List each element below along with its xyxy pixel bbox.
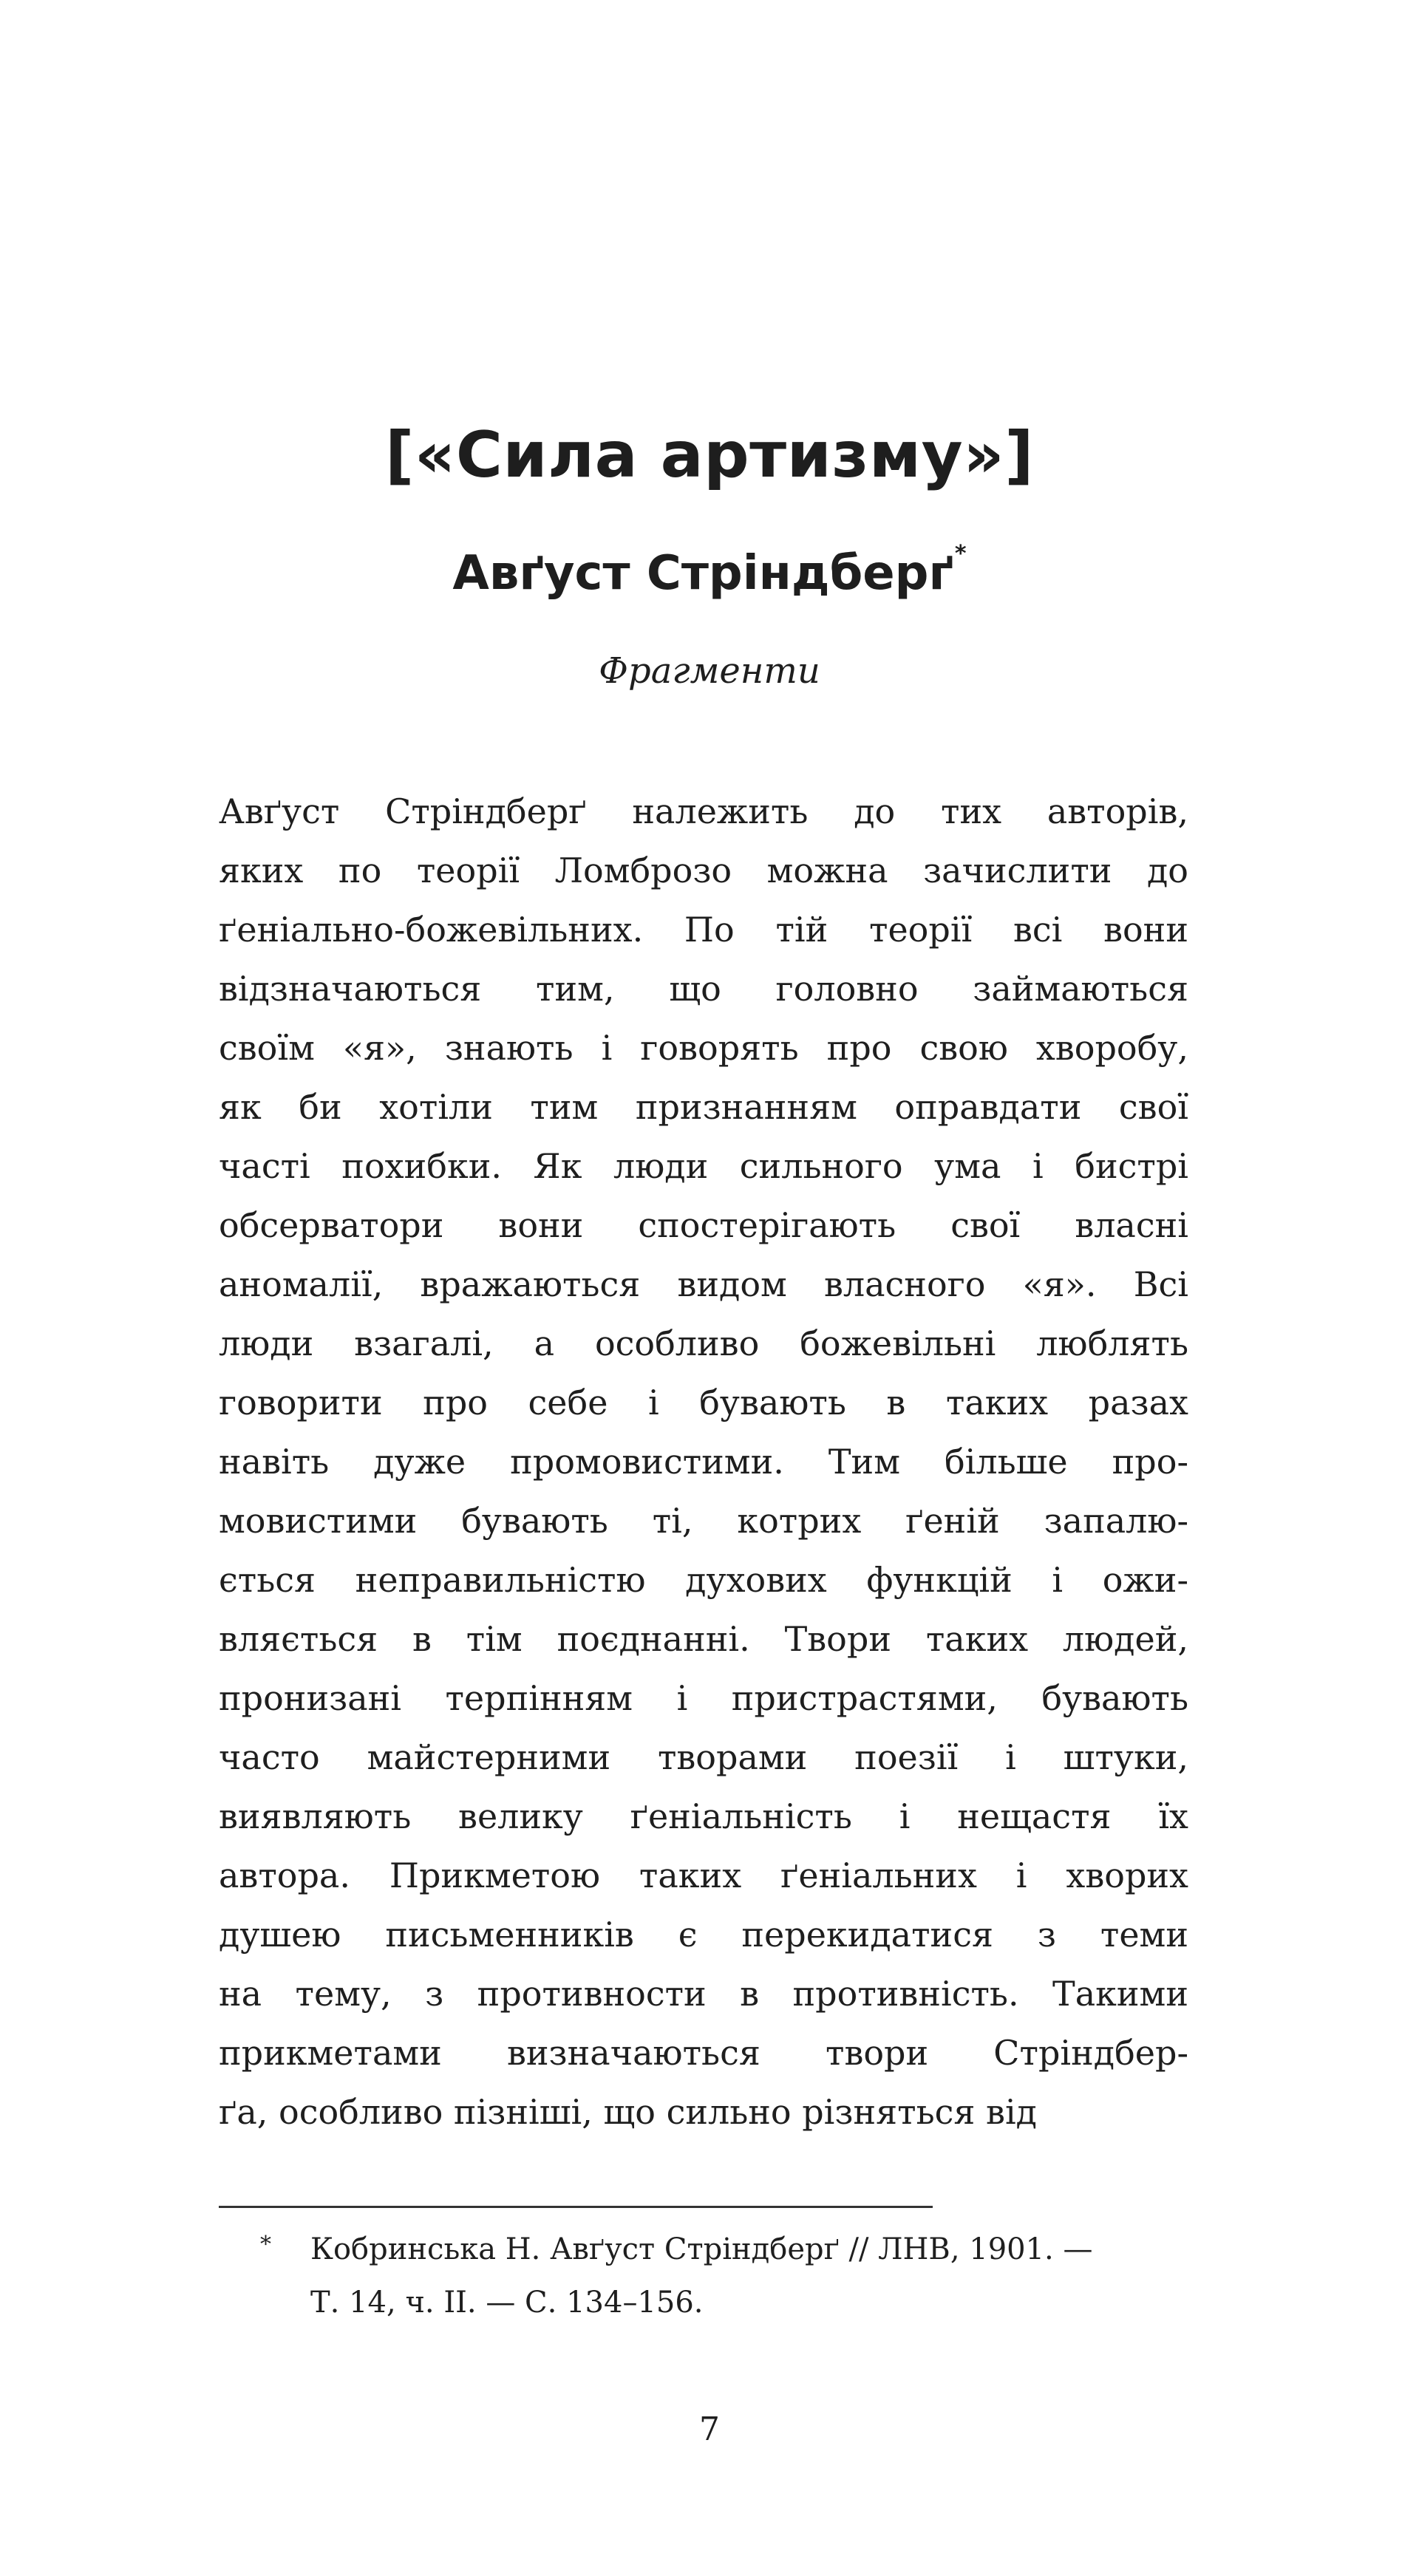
text-line: говорити про себе і бувають в таких разах [219, 1383, 1188, 1422]
text-line: обсерватори вони спостерігають свої власні [219, 1205, 1188, 1245]
author-footnote-marker: * [954, 541, 967, 567]
footnote-line: Т. 14, ч. ІІ. — С. 134–156. [310, 2286, 704, 2320]
text-line: відзначаються тим, що головно займаються [219, 969, 1188, 1009]
text-line: прикметами визначаються твори Стріндбер- [219, 2033, 1188, 2073]
footnote-text [310, 2223, 1188, 2329]
text-line: своїм «я», знають і говорять про свою хворобу, [219, 1028, 1188, 1068]
author-name: Авґуст Стріндберґ [452, 546, 953, 601]
text-line: часто майстерними творами поезії і штуки, [219, 1737, 1188, 1777]
text-line: виявляють велику ґеніальність і нещастя їх [219, 1796, 1188, 1836]
text-line: мовистими бувають ті, котрих ґеній запалю- [219, 1501, 1188, 1541]
body-paragraph [219, 782, 1188, 2141]
footnote [219, 2223, 1188, 2329]
footnote-marker: * [260, 2232, 271, 2258]
text-line: вляється в тім поєднанні. Твори таких людей, [219, 1619, 1188, 1659]
text-line: пронизані терпінням і пристрастями, бувають [219, 1678, 1188, 1718]
text-line: люди взагалі, а особливо божевільні люблять [219, 1323, 1188, 1363]
text-line: ґа, особливо пізніші, що сильно різняться від [219, 2092, 1037, 2132]
page-number: 7 [699, 2410, 720, 2448]
text-line: ється неправильністю духових функцій і ожи- [219, 1560, 1188, 1600]
text-line: навіть дуже промовистими. Тим більше про- [219, 1442, 1188, 1482]
page-title: [«Сила артизму»] [384, 418, 1035, 492]
text-line: яких по теорії Ломброзо можна зачислити до [219, 851, 1188, 890]
footnote-line: Кобринська Н. Авґуст Стріндберґ // ЛНВ, 1901. — [310, 2232, 1093, 2266]
author-heading [0, 541, 1419, 602]
text-line: як би хотіли тим признанням оправдати свої [219, 1087, 1188, 1127]
subtitle: Фрагменти [599, 650, 820, 692]
text-line: аномалії, вражаються видом власного «я». Всі [219, 1264, 1188, 1304]
text-line: ґеніально-божевільних. По тій теорії всі вони [219, 910, 1188, 950]
footnote-divider [219, 2206, 933, 2208]
text-line: на тему, з противности в противність. Такими [219, 1974, 1188, 2014]
text-line: часті похибки. Як люди сильного ума і бистрі [219, 1146, 1188, 1186]
text-line: душею письменників є перекидатися з теми [219, 1915, 1188, 1955]
text-line: Авґуст Стріндберґ належить до тих авторів, [219, 791, 1188, 831]
text-line: автора. Прикметою таких ґеніальних і хворих [219, 1856, 1188, 1895]
